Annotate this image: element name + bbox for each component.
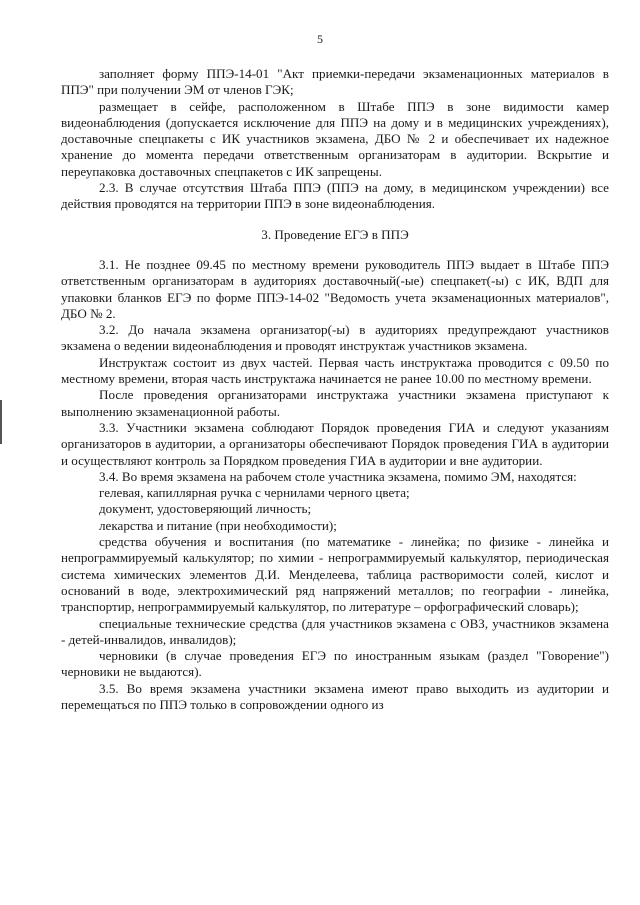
- paragraph: гелевая, капиллярная ручка с чернилами черного цвета;: [99, 485, 410, 501]
- paragraph: заполняет форму ППЭ-14-01 "Акт приемки-передачи экзаменационных материалов в ППЭ" при получении ЭМ от членов ГЭК;: [61, 66, 609, 98]
- section-heading: 3. Проведение ЕГЭ в ППЭ: [261, 226, 409, 242]
- paragraph: лекарства и питание (при необходимости);: [99, 517, 337, 533]
- paragraph: 2.3. В случае отсутствия Штаба ППЭ (ППЭ на дому, в медицинском учреждении) все действия проводятся на территории ППЭ в зоне видеонаблюдения.: [61, 180, 609, 212]
- paragraph: специальные технические средства (для участников экзамена с ОВЗ, участников экзамена - детей-инвалидов, инвалидов);: [61, 615, 609, 647]
- scan-edge-mark: [0, 400, 2, 444]
- section-2-continued: [61, 66, 609, 213]
- paragraph: документ, удостоверяющий личность;: [99, 501, 312, 517]
- paragraph: Инструктаж состоит из двух частей. Первая часть инструктажа проводится с 09.50 по местному времени, вторая часть инструктажа начинается не ранее 10.00 по местному времени.: [61, 354, 609, 387]
- paragraph: 3.4. Во время экзамена на рабочем столе участника экзамена, помимо ЭМ, находятся:: [99, 468, 577, 484]
- paragraph: После проведения организаторами инструктажа участники экзамена приступают к выполнению экзаменационной работы.: [61, 387, 609, 419]
- paragraph: средства обучения и воспитания (по математике - линейка; по физике - линейка и непрограммируемый калькулятор; по химии - непрограммируемый калькулятор, периодическая система химических элементов Д.И. Менделеева, таблица растворимости солей, кислот и оснований в воде, электрохимический ряд напряжений металлов; по географии - линейка, транспортир, непрограммируемый калькулятор, по литературе – орфографический словарь);: [61, 534, 609, 615]
- paragraph: 3.3. Участники экзамена соблюдают Порядок проведения ГИА и следуют указаниям организаторов в аудитории, а организаторы обеспечивают Порядок проведения ГИА в аудитории и осуществляют контроль за Порядком проведения ГИА в аудитории и вне аудитории.: [61, 419, 609, 468]
- document-body: [61, 66, 609, 713]
- paragraph: 3.2. До начала экзамена организатор(-ы) в аудиториях предупреждают участников экзамена о ведении видеонаблюдения и проводят инструктаж участников экзамена.: [61, 322, 609, 354]
- section-3: [61, 257, 609, 713]
- paragraph: черновики (в случае проведения ЕГЭ по иностранным языкам (раздел "Говорение") черновики не выдаются).: [61, 648, 609, 680]
- page-number: 5: [317, 32, 323, 46]
- paragraph: размещает в сейфе, расположенном в Штабе ППЭ в зоне видимости камер видеонаблюдения (допускается исключение для ППЭ на дому и в медицинских учреждениях), доставочные спецпакеты с ИК участников экзамена, ДБО № 2 и обеспечивает их надежное хранение до момента передачи ответственным организаторам в аудитории. Вскрытие и переупаковка доставочных спецпакетов с ИК запрещены.: [61, 98, 609, 179]
- paragraph: 3.1. Не позднее 09.45 по местному времени руководитель ППЭ выдает в Штабе ППЭ ответственным организаторам в аудиториях доставочный(-ые) спецпакет(-ы) с ИК, ВДП для упаковки бланков ЕГЭ по форме ППЭ-14-02 "Ведомость учета экзаменационных материалов", ДБО № 2.: [61, 256, 609, 321]
- paragraph: 3.5. Во время экзамена участники экзамена имеют право выходить из аудитории и перемещаться по ППЭ только в сопровождении одного из: [61, 680, 609, 712]
